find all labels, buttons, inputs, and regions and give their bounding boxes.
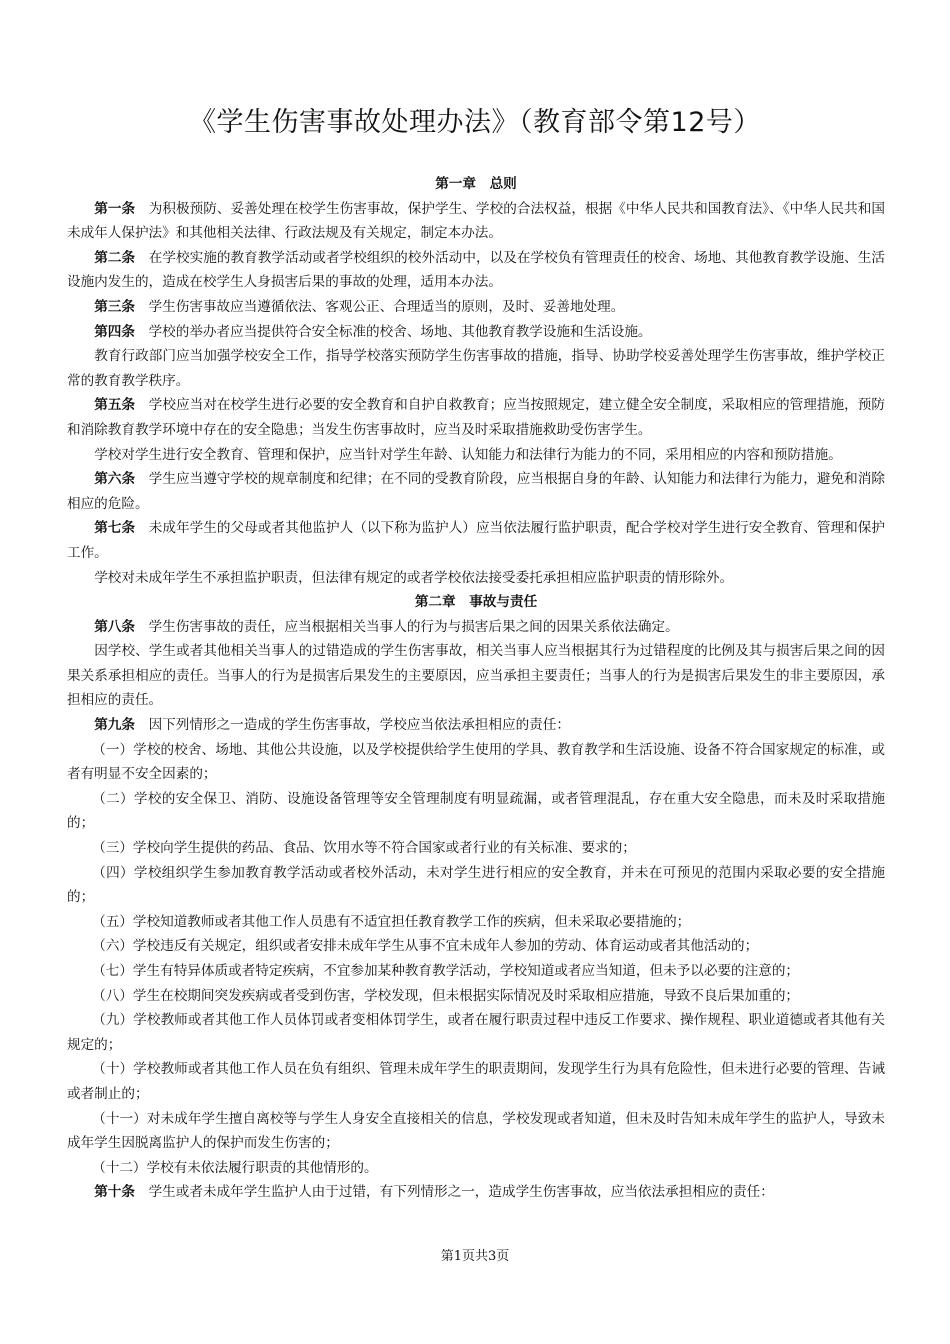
article-paragraph	[67, 320, 885, 345]
paragraph-text: 学生或者未成年学生监护人由于过错，有下列情形之一，造成学生伤害事故，应当依法承担相应的责任：	[148, 1184, 774, 1201]
paragraph-text: （四）学校组织学生参加教育教学活动或者校外活动，未对学生进行相应的安全教育，并未在可预见的范围内采取必要的安全措施的；	[67, 864, 885, 906]
article-label: 第八条	[94, 618, 135, 635]
list-item	[67, 934, 885, 959]
article-label: 第七条	[94, 520, 136, 537]
chapter-heading: 第二章 事故与责任	[414, 594, 538, 611]
article-paragraph	[67, 516, 885, 565]
paragraph-text: 学校的举办者应当提供符合安全标准的校舍、场地、其他教育教学设施和生活设施。	[148, 323, 652, 340]
article-paragraph	[67, 615, 885, 640]
paragraph-text: 学生伤害事故应当遵循依法、客观公正、合理适当的原则，及时、妥善地处理。	[148, 298, 625, 315]
list-item	[67, 910, 885, 935]
document-body	[67, 172, 885, 1205]
list-item	[67, 1156, 885, 1181]
paragraph-text: 因学校、学生或者其他相关当事人的过错造成的学生伤害事故，相关当事人应当根据其行为过错程度的比例及其与损害后果之间的因果关系承担相应的责任。当事人的行为是损害后果发生的主要原因，应当承担主要责任；当事人的行为是损害后果发生的非主要原因，承担相应的责任。	[67, 643, 885, 709]
paragraph-text: 学生应当遵守学校的规章制度和纪律；在不同的受教育阶段，应当根据自身的年龄、认知能力和法律行为能力，避免和消除相应的危险。	[67, 471, 886, 512]
list-item	[67, 959, 885, 984]
paragraph-text: 因下列情形之一造成的学生伤害事故，学校应当依法承担相应的责任：	[148, 717, 570, 734]
list-item	[67, 836, 885, 861]
list-item	[67, 1107, 885, 1156]
article-label: 第一条	[94, 200, 136, 217]
paragraph	[67, 344, 885, 393]
paragraph-text: （一）学校的校舍、场地、其他公共设施，以及学校提供给学生使用的学具、教育教学和生活设施、设备不符合国家规定的标准，或者有明显不安全因素的；	[67, 741, 885, 783]
article-label: 第五条	[94, 397, 136, 414]
list-item	[67, 787, 885, 836]
paragraph-text: 未成年学生的父母或者其他监护人（以下称为监护人）应当依法履行监护职责，配合学校对学生进行安全教育、管理和保护工作。	[67, 520, 886, 561]
list-item	[67, 861, 885, 910]
paragraph-text: （十）学校教师或者其他工作人员在负有组织、管理未成年学生的职责期间，发现学生行为具有危险性，但未进行必要的管理、告诫或者制止的；	[67, 1061, 885, 1102]
article-label: 第十条	[94, 1184, 135, 1201]
paragraph-text: （十二）学校有未依法履行职责的其他情形的。	[92, 1159, 378, 1176]
article-paragraph	[67, 197, 885, 246]
page-footer: 第1页共3页	[440, 1249, 510, 1264]
paragraph-text: 在学校实施的教育教学活动或者学校组织的校外活动中，以及在学校负有管理责任的校舍、场地、其他教育教学设施、生活设施内发生的，造成在校学生人身损害后果的事故的处理，适用本办法。	[67, 249, 886, 291]
article-paragraph	[67, 467, 885, 516]
paragraph-text: （八）学生在校期间突发疾病或者受到伤害，学校发现，但未根据实际情况及时采取相应措施，导致不良后果加重的；	[92, 987, 800, 1004]
document-title: 《学生伤害事故处理办法》（教育部令第12号）	[189, 107, 761, 138]
article-paragraph	[67, 246, 885, 295]
list-item	[67, 738, 885, 787]
paragraph-text: （二）学校的安全保卫、消防、设施设备管理等安全管理制度有明显疏漏，或者管理混乱，存在重大安全隐患，而未及时采取措施的；	[67, 790, 885, 832]
paragraph-text: （九）学校教师或者其他工作人员体罚或者变相体罚学生，或者在履行职责过程中违反工作要求、操作规程、职业道德或者其他有关规定的；	[67, 1012, 885, 1053]
list-item	[67, 984, 885, 1009]
article-paragraph	[67, 1180, 885, 1205]
paragraph-text: 教育行政部门应当加强学校安全工作，指导学校落实预防学生伤害事故的措施，指导、协助学校妥善处理学生伤害事故，维护学校正常的教育教学秩序。	[67, 348, 885, 389]
article-label: 第二条	[94, 249, 136, 266]
paragraph-text: （六）学校违反有关规定，组织或者安排未成年学生从事不宜未成年人参加的劳动、体育运动或者其他活动的；	[92, 938, 759, 955]
paragraph-text: 学生伤害事故的责任，应当根据相关当事人的行为与损害后果之间的因果关系依法确定。	[148, 618, 679, 635]
paragraph-text: 学校对学生进行安全教育、管理和保护，应当针对学生年龄、认知能力和法律行为能力的不同，采用相应的内容和预防措施。	[94, 446, 842, 463]
paragraph	[67, 639, 885, 713]
article-label: 第六条	[94, 471, 136, 488]
paragraph-text: 为积极预防、妥善处理在校学生伤害事故，保护学生、学校的合法权益，根据《中华人民共和国教育法》、《中华人民共和国未成年人保护法》和其他相关法律、行政法规及有关规定，制定本办法。	[67, 200, 885, 242]
paragraph	[67, 443, 885, 468]
article-label: 第四条	[94, 323, 135, 340]
paragraph-text: 学校应当对在校学生进行必要的安全教育和自护自救教育；应当按照规定，建立健全安全制度，采取相应的管理措施，预防和消除教育教学环境中存在的安全隐患；当发生伤害事故时，应当及时采取措施救助受伤害学生。	[67, 397, 886, 438]
paragraph-text: （七）学生有特异体质或者特定疾病，不宜参加某种教育教学活动，学校知道或者应当知道，但未予以必要的注意的；	[92, 963, 800, 979]
article-paragraph	[67, 295, 885, 320]
paragraph-text: （十一）对未成年学生擅自离校等与学生人身安全直接相关的信息，学校发现或者知道，但未及时告知未成年学生的监护人，导致未成年学生因脱离监护人的保护而发生伤害的；	[67, 1110, 885, 1152]
article-label: 第三条	[94, 298, 135, 315]
list-item	[67, 1057, 885, 1106]
article-paragraph	[67, 713, 885, 738]
chapter-heading: 第一章 总则	[435, 176, 517, 192]
article-paragraph	[67, 393, 885, 442]
paragraph-text: （三）学校向学生提供的药品、食品、饮用水等不符合国家或者行业的有关标准、要求的；	[92, 840, 636, 857]
paragraph-text: （五）学校知道教师或者其他工作人员患有不适宜担任教育教学工作的疾病，但未采取必要措施的；	[92, 913, 691, 930]
paragraph	[67, 566, 885, 591]
paragraph-text: 学校对未成年学生不承担监护职责，但法律有规定的或者学校依法接受委托承担相应监护职责的情形除外。	[94, 569, 734, 586]
list-item	[67, 1008, 885, 1057]
article-label: 第九条	[94, 717, 135, 734]
